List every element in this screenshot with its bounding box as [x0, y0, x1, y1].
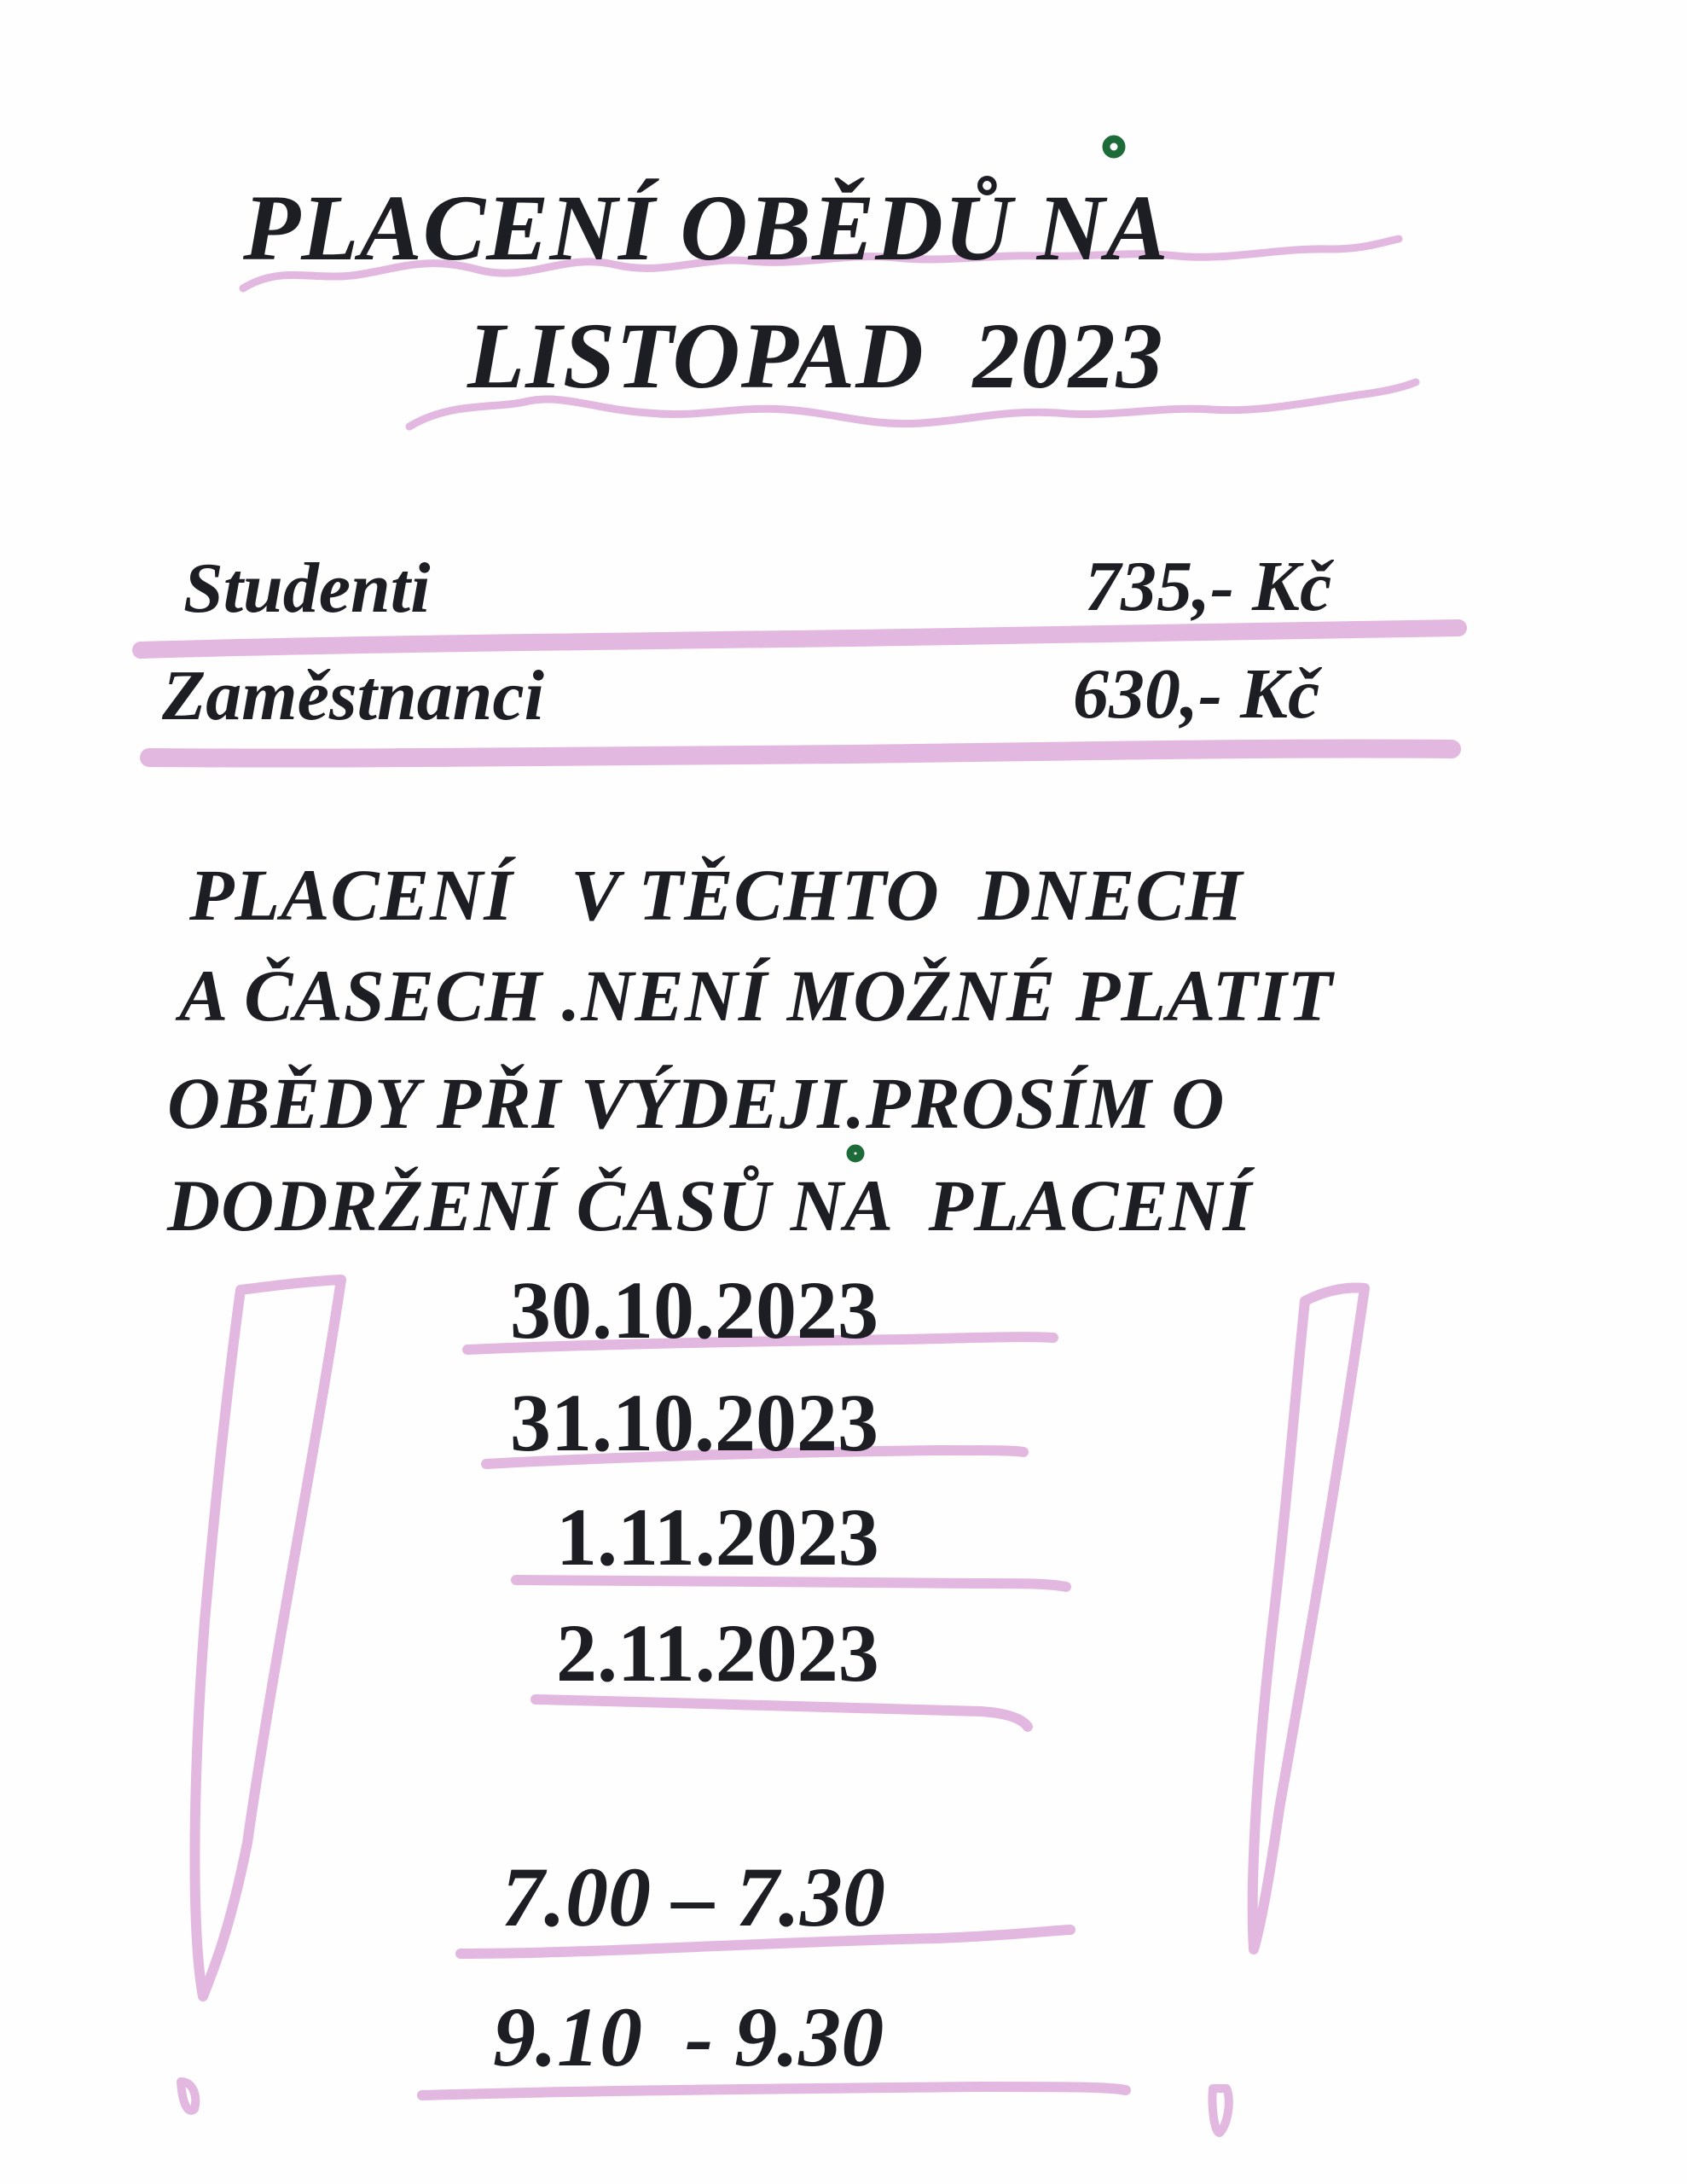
- left-exclamation-dot: [181, 2082, 195, 2111]
- date-4: 2.11.2023: [556, 1607, 879, 1699]
- date-2: 31.10.2023: [510, 1377, 878, 1468]
- price-label-employees: Zaměstnanci: [162, 656, 545, 735]
- price-underline-1: [141, 628, 1458, 650]
- date-underline-4: [536, 1699, 1028, 1727]
- green-dot-middle: [850, 1148, 861, 1159]
- price-underline-2: [149, 748, 1452, 758]
- notice-line-2: A ČASECH .NENÍ MOŽNÉ PLATIT: [179, 955, 1334, 1037]
- time-range-1: 7.00 – 7.30: [501, 1850, 885, 1944]
- price-label-students: Studenti: [183, 549, 431, 628]
- notice-line-4: DODRŽENÍ ČASŮ NA PLACENÍ: [167, 1165, 1253, 1246]
- date-1: 30.10.2023: [510, 1264, 878, 1356]
- notice-line-1: PLACENÍ V TĚCHTO DNECH: [189, 854, 1244, 936]
- title-line-2: LISTOPAD 2023: [467, 304, 1164, 408]
- right-exclamation-dot: [1212, 2088, 1228, 2133]
- left-exclamation-body: [194, 1280, 341, 1996]
- green-dot-top: [1106, 139, 1122, 154]
- date-3: 1.11.2023: [556, 1491, 879, 1583]
- price-amount-students: 735,- Kč: [1085, 547, 1332, 626]
- right-exclamation-body: [1253, 1288, 1365, 1949]
- title-line-1: PLACENÍ OBĚDŮ NA: [243, 176, 1169, 280]
- notice-line-3: OBĚDY PŘI VÝDEJI.PROSÍM O: [167, 1062, 1226, 1144]
- time-range-2: 9.10 - 9.30: [493, 1989, 884, 2084]
- price-amount-employees: 630,- Kč: [1073, 654, 1320, 734]
- time-underline-2: [422, 2087, 1126, 2095]
